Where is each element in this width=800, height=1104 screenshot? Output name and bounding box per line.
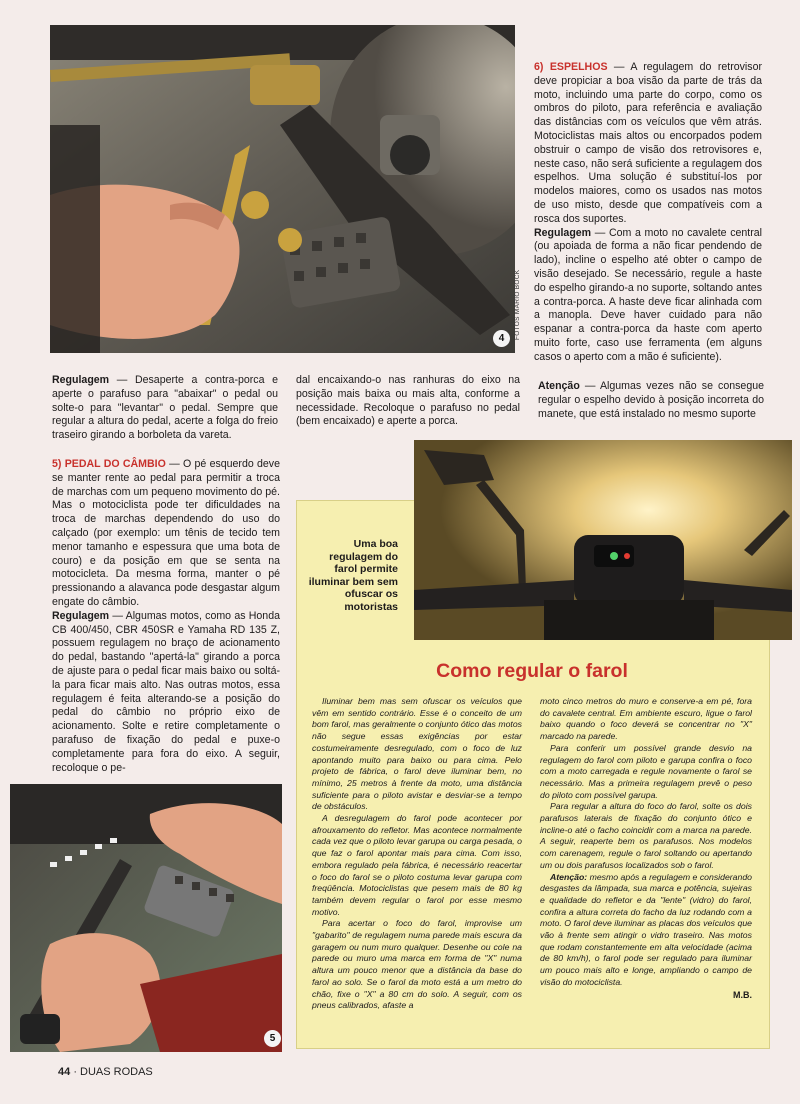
headlight-caption: Uma boa regulagem do farol permite iluminar bem sem ofuscar os motoristas xyxy=(308,538,398,613)
espelhos-text: — A regulagem do retrovisor deve propiciar a boa visão da parte de trás da moto, incluindo uma parte do corpo, como os ombros do piloto, para referência e avaliação das distâncias com os veículos que vêm atrás. Motociclistas mais altos ou encorpados podem obstruir o campo de visão dos retrovisores e, neste caso, não será suficiente a regulagem dos espelhos. Uma solução é substituí-los por modelos maiores, como os usados nas motos de uso misto, desde que compatíveis com a rosca dos suportes. xyxy=(534,61,762,225)
publication-name: · DUAS RODAS xyxy=(73,1066,153,1078)
photo-number-badge: 5 xyxy=(264,1030,281,1047)
pedal-regulagem-lead: Regulagem xyxy=(52,609,110,622)
photo-headlight xyxy=(414,440,792,640)
farol-paragraph: A desregulagem do farol pode acontecer por afrouxamento do refletor. Mas acontece normalmente cada vez que o piloto levar garupa ou carga pesada, o que faz o farol apontar mais para cima. Com isso, embora regulado pela fábrica, é necessário reacertar o foco do farol se o piloto costuma levar garupa com freqüência. Motociclistas que pesem mais de 80 kg também devem regular o farol por esse mesmo motivo. xyxy=(312,813,522,917)
pedal-cambio-text: — O pé esquerdo deve se manter rente ao pedal para permitir a troca de marchas com um pequeno movimento do pé. Mas o motociclista pode ter dificuldades na troca de marchas dependendo do uso do calçado (por exemplo: um tênis de tecido tem menor tamanho e espessura que uma bota de couro) e da posição em que se senta na motocicleta. Da mesma forma, manter o pé pressionando a alavanca pode desgastar algum engate do câmbio. xyxy=(52,458,280,608)
pedal-cambio-paragraph xyxy=(52,458,280,610)
farol-paragraph: Para regular a altura do foco do farol, solte os dois parafusos laterais de fixação do conjunto ótico e incline-o até o facho coincidir com a marca na parede. A seguir, reaperte bem os parafusos. Nos modelos com carenagem, regule o farol soltando ou apertando um ou dois parafusos localizados sob o farol. xyxy=(540,801,752,870)
espelhos-atencao-lead: Atenção xyxy=(538,380,580,392)
photo-credit: FOTOS MARIO BOCK xyxy=(514,269,521,340)
photo-4-illustration xyxy=(50,25,515,353)
pedal-continuation-body: dal encaixando-o nas ranhuras do eixo na posição mais baixa ou mais alta, conforme a necessidade. Recoloque o parafuso no pedal (bem encaixado) e aperte a porca. xyxy=(296,374,520,428)
farol-atencao-lead: Atenção: xyxy=(550,871,588,882)
farol-box-column-2 xyxy=(540,696,752,1001)
farol-paragraph: Para acertar o foco do farol, improvise um "gabarito" de regulagem numa parede mais escura da garagem ou num muro qualquer. Desenhe ou cole na parede ou muro uma marca em forma de "X" numa altura um pouco menor que a distância da base do farol ao solo. Se o farol da moto está a um metro do chão, fixe o "X" a 80 cm do solo. A seguir, com os pneus calibrados, afaste a xyxy=(312,918,522,1011)
page-footer xyxy=(58,1066,153,1078)
espelhos-section xyxy=(534,61,762,365)
pedal-cambio-heading: 5) PEDAL DO CÂMBIO xyxy=(52,458,166,470)
pedal-regulagem-text: — Algumas motos, como as Honda CB 400/450, CBR 450SR e Yamaha RD 135 Z, possuem regulagem no braço de acionamento do pedal, bastando "apertá-la" girando a porca de ajuste para o pedal ficar mais baixo ou soltá-la para ficar mais alto. Nas outras motos, essa regulagem é feita alterando-se a posição do pedal do câmbio no próprio eixo de acionamento. Solte e retire completamente o parafuso de fixação do pedal e puxe-o completamente para fora do eixo. A seguir, recoloque o pe- xyxy=(52,609,280,774)
pedal-cambio-section xyxy=(52,458,280,775)
photo-number-badge: 4 xyxy=(493,330,510,347)
espelhos-regulagem-lead: Regulagem xyxy=(534,226,592,239)
espelhos-regulagem-text: — Com a moto no cavalete central (ou apoiada de forma a não ficar pendendo de lado), incline o espelho até obter o campo de visão desejado. Se necessário, regule a haste do espelho girando-a no suporte, soltando antes a contra-porca. A haste deve ficar alinhada com a manopla. Deve haver cuidado para não espanar a contra-porca da haste com aperto muito forte, caso use ferramenta (em alguns casos o aperto com a mão é suficiente). xyxy=(534,226,762,363)
photo-headlight-illustration xyxy=(414,440,792,640)
farol-box-title: Como regular o farol xyxy=(436,660,628,682)
brake-regulagem-body: — Desaperte a contra-porca e aperte o parafuso para "abaixar" o pedal ou solte-o para "levantar" o pedal. Sempre que regular a altura do pedal, acerte a folga do freio traseiro girando a borboleta da vareta. xyxy=(52,374,278,442)
photo-gear-pedal-removal xyxy=(10,784,282,1052)
farol-paragraph: Para conferir um possível grande desvio na regulagem do farol com piloto e garupa confira o foco com a moto carregada e regule novamente o farol se necessário. Mas a primeira regulagem prevê o peso do piloto com possível garupa. xyxy=(540,742,752,800)
farol-paragraph: moto cinco metros do muro e conserve-a em pé, fora do cavalete central. Em ambiente escuro, ligue o farol baixo quando o foco deverá se concentrar no "X" marcado na parede. xyxy=(540,696,752,742)
brake-regulagem-lead: Regulagem xyxy=(52,374,110,386)
farol-box-column-1 xyxy=(312,696,522,1012)
pedal-continuation-text xyxy=(296,374,520,429)
farol-atencao-paragraph xyxy=(540,872,752,989)
espelhos-paragraph xyxy=(534,61,762,227)
author-signature: M.B. xyxy=(733,989,752,1000)
farol-paragraph: Iluminar bem mas sem ofuscar os veículos que vêm em sentido contrário. Esse é o conceito de um bom farol, mas geralmente o conjunto ótico das motos não segue essas exigências por estar costumeiramente desregulado, com o foco de luz apontando muito para baixo ou para cima. Pelo projeto de fábrica, o farol deve iluminar bem, no mínimo, 25 metros à frente da moto, uma distância suficiente para o piloto avistar e desviar-se a tempo de obstáculos. xyxy=(312,696,522,812)
pedal-regulagem-paragraph xyxy=(52,610,280,776)
farol-atencao-text: mesmo após a regulagem e considerando desgastes da lâmpada, sua marca e potência, sujeiras e qualidade do refletor e da "lente" (vidro) do farol, confira a altura correta do facho da luz rodando com a moto. O farol deve iluminar as placas dos veículos que vão à frente sem atingir o vidro traseiro. Nas motos que rodam constantemente em alta velocidade (acima de 80 km/h), o farol pode ser regulado para iluminar um pouco mais alto e longe, ampliando o campo de visão do motociclista. xyxy=(540,871,752,987)
page-number: 44 xyxy=(58,1066,71,1078)
photo-brake-pedal-adjustment xyxy=(50,25,515,353)
brake-regulagem-text xyxy=(52,374,278,443)
espelhos-heading: 6) ESPELHOS xyxy=(534,61,608,73)
espelhos-regulagem-paragraph xyxy=(534,227,762,365)
espelhos-atencao-body: — Algumas vezes não se consegue regular o espelho devido à posição incorreta do manete, que está instalado no mesmo suporte xyxy=(538,380,764,420)
espelhos-atencao-text xyxy=(538,380,764,421)
photo-5-illustration xyxy=(10,784,282,1052)
